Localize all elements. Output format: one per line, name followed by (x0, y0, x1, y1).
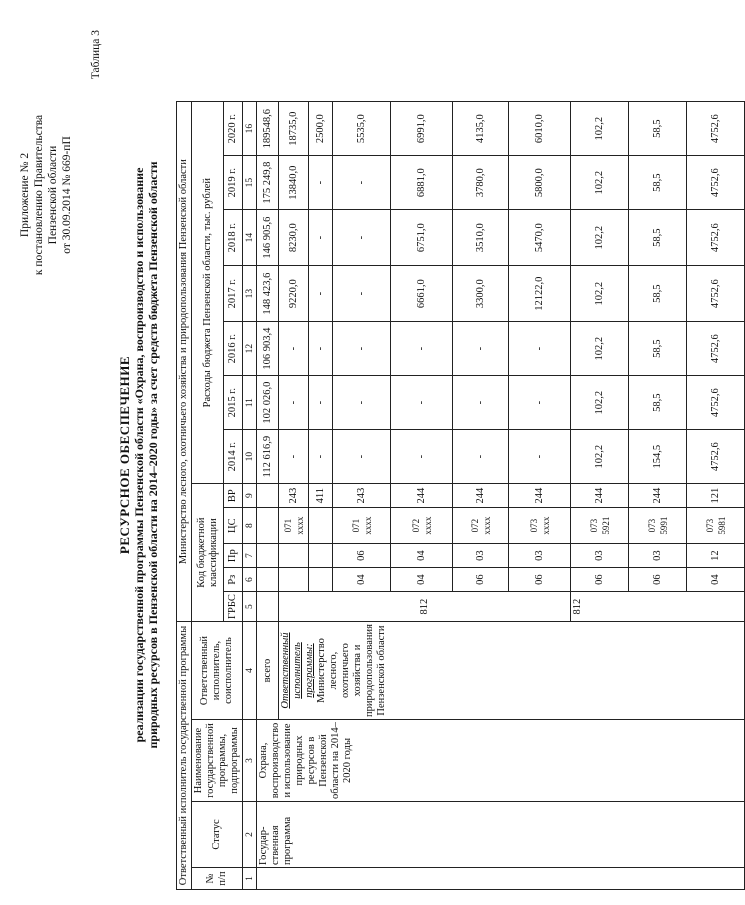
expense-value-cell: 4752,6 (687, 102, 745, 156)
program-name-cell: Охрана, воспроизводство и использование природных ресурсов в Пензенской области на 2014–2020 годы (257, 720, 745, 802)
expense-value-cell: 4752,6 (687, 430, 745, 484)
code-vr-cell: 244 (391, 484, 453, 508)
column-number-9: 9 (243, 484, 257, 508)
expense-value-cell: - (309, 322, 333, 376)
code-rz-cell: 06 (629, 568, 687, 592)
expense-value-cell: - (309, 156, 333, 210)
expense-value-cell: 102,2 (571, 376, 629, 430)
code-cs-cell (257, 508, 279, 544)
expense-value-cell: 4752,6 (687, 322, 745, 376)
expense-value-cell: 9220,0 (279, 266, 309, 322)
code-pr-cell: 12 (687, 544, 745, 568)
table-row (257, 102, 279, 890)
expense-value-cell: 3510,0 (453, 210, 509, 266)
code-cs-cell: 073 5981 (687, 508, 745, 544)
expense-value-cell: 102,2 (571, 210, 629, 266)
code-pr-cell (309, 544, 333, 568)
expense-value-cell: - (333, 210, 391, 266)
expense-value-cell: 4752,6 (687, 266, 745, 322)
expense-value-cell: 102,2 (571, 430, 629, 484)
expense-value-cell: - (509, 376, 571, 430)
code-cs-cell: 071 xxxx (333, 508, 391, 544)
column-number-1: 1 (243, 868, 257, 890)
expense-value-cell: - (391, 322, 453, 376)
responsible-caption: Ответственный исполнитель программы: (280, 632, 315, 709)
header-expenses: Расходы бюджета Пензенской области, тыс. рублей (192, 102, 224, 484)
expense-value-cell: - (333, 322, 391, 376)
header-responsible-executive: Ответственный исполнитель государственной программы (177, 622, 192, 890)
expense-value-cell: - (391, 376, 453, 430)
code-vr-cell (257, 484, 279, 508)
code-rz-cell (309, 568, 333, 592)
expense-value-cell: - (279, 322, 309, 376)
column-number-15: 15 (243, 156, 257, 210)
code-cs-cell: 071 xxxx (279, 508, 309, 544)
heading-line-3: природных ресурсов в Пензенской области на 2014–2020 годы» за счет средств бюджета Пензенской области (146, 161, 160, 749)
expense-value-cell: 102,2 (571, 266, 629, 322)
column-number-14: 14 (243, 210, 257, 266)
code-pr-cell: 03 (509, 544, 571, 568)
header-code-1: Рз (224, 568, 243, 592)
expense-value-cell: - (333, 266, 391, 322)
expense-value-cell: - (279, 376, 309, 430)
expense-value-cell: 4752,6 (687, 156, 745, 210)
document-heading (118, 25, 160, 885)
expense-value-cell: 5800,0 (509, 156, 571, 210)
expense-value-cell: 102,2 (571, 156, 629, 210)
header-year-1: 2015 г. (224, 376, 243, 430)
expense-value-cell: 13840,0 (279, 156, 309, 210)
expense-value-cell: 58,5 (629, 376, 687, 430)
expense-value-cell: 58,5 (629, 322, 687, 376)
annex-line-2: к постановлению Правительства (33, 114, 45, 276)
header-year-6: 2020 г. (224, 102, 243, 156)
code-rz-cell: 04 (391, 568, 453, 592)
expense-value-cell: 58,5 (629, 102, 687, 156)
column-number-10: 10 (243, 430, 257, 484)
expense-value-cell: - (453, 322, 509, 376)
code-cs-cell: 073 5991 (629, 508, 687, 544)
expense-value-cell: 6991,0 (391, 102, 453, 156)
expense-value-cell: 112 616,9 (257, 430, 279, 484)
column-number-2: 2 (243, 802, 257, 868)
header-year-0: 2014 г. (224, 430, 243, 484)
column-number-8: 8 (243, 508, 257, 544)
header-responsible: Ответственный исполнитель, соисполнитель (192, 622, 243, 720)
header-code-4: ВР (224, 484, 243, 508)
expense-value-cell: 189548,6 (257, 102, 279, 156)
code-cs-cell: 072 xxxx (453, 508, 509, 544)
header-number: № п/п (192, 868, 243, 890)
expense-value-cell: 2500,0 (309, 102, 333, 156)
expense-value-cell: 3780,0 (453, 156, 509, 210)
code-pr-cell: 04 (391, 544, 453, 568)
expense-value-cell: 5535,0 (333, 102, 391, 156)
expense-value-cell: - (309, 210, 333, 266)
column-number-16: 16 (243, 102, 257, 156)
code-rz-cell: 06 (509, 568, 571, 592)
column-number-3: 3 (243, 720, 257, 802)
code-rz-cell: 04 (333, 568, 391, 592)
header-code-2: Пр (224, 544, 243, 568)
responsible-cell (279, 622, 745, 720)
table-label: Таблица 3 (90, 30, 102, 80)
code-pr-cell: 03 (629, 544, 687, 568)
responsible-name: Министерство лесного, охотничьего хозяйства и природопользования Пензенской области (316, 624, 387, 717)
column-number-5: 5 (243, 592, 257, 622)
code-cs-cell: 073 xxxx (509, 508, 571, 544)
code-vr-cell: 121 (687, 484, 745, 508)
code-vr-cell: 244 (453, 484, 509, 508)
expense-value-cell: - (391, 430, 453, 484)
header-code-3: ЦС (224, 508, 243, 544)
header-ministry: Министерство лесного, охотничьего хозяйства и природопользования Пензенской области (177, 102, 192, 622)
header-year-2: 2016 г. (224, 322, 243, 376)
column-number-13: 13 (243, 266, 257, 322)
annex-line-1: Приложение № 2 (19, 152, 31, 238)
header-year-5: 2019 г. (224, 156, 243, 210)
expense-value-cell: 4135,0 (453, 102, 509, 156)
expense-value-cell: 148 423,6 (257, 266, 279, 322)
expense-value-cell: - (453, 430, 509, 484)
expense-value-cell: 102,2 (571, 322, 629, 376)
expense-value-cell: - (309, 266, 333, 322)
expense-value-cell: - (453, 376, 509, 430)
expense-value-cell: 58,5 (629, 156, 687, 210)
expense-value-cell: 175 249,8 (257, 156, 279, 210)
column-number-7: 7 (243, 544, 257, 568)
heading-line-2: реализации государственной программы Пензенской области «Охрана, воспроизводство и использование (132, 167, 146, 743)
total-label-cell: всего (257, 622, 279, 720)
heading-title: РЕСУРСНОЕ ОБЕСПЕЧЕНИЕ (117, 355, 132, 555)
code-rz-cell: 06 (571, 568, 629, 592)
column-number-11: 11 (243, 376, 257, 430)
expense-value-cell: 6010,0 (509, 102, 571, 156)
code-rz-cell (279, 568, 309, 592)
expense-value-cell: - (309, 376, 333, 430)
code-vr-cell: 244 (571, 484, 629, 508)
grbs-empty-cell (257, 592, 279, 622)
expense-value-cell: 146 905,6 (257, 210, 279, 266)
column-number-12: 12 (243, 322, 257, 376)
code-pr-cell (257, 544, 279, 568)
column-number-4: 4 (243, 622, 257, 720)
code-cs-cell: 072 xxxx (391, 508, 453, 544)
expense-value-cell: 3300,0 (453, 266, 509, 322)
column-number-6: 6 (243, 568, 257, 592)
expense-value-cell: 102,2 (571, 102, 629, 156)
code-vr-cell: 243 (279, 484, 309, 508)
expense-value-cell: 106 903,4 (257, 322, 279, 376)
expense-value-cell: 18735,0 (279, 102, 309, 156)
expense-value-cell: 102 026,0 (257, 376, 279, 430)
header-status: Статус (192, 802, 243, 868)
expense-value-cell: 4752,6 (687, 210, 745, 266)
grbs-cell: 812 (279, 592, 571, 622)
expense-value-cell: - (333, 376, 391, 430)
header-budget-code: Код бюджетной классификации (192, 484, 224, 622)
header-program-name: Наименование государственной программы, подпрограммы (192, 720, 243, 802)
expense-value-cell: - (333, 430, 391, 484)
annex-block (18, 70, 74, 320)
status-cell: Государ-ственная программа (257, 802, 745, 868)
expense-value-cell: - (333, 156, 391, 210)
code-pr-cell (279, 544, 309, 568)
header-code-0: ГРБС (224, 592, 243, 622)
header-year-4: 2018 г. (224, 210, 243, 266)
expense-value-cell: 154,5 (629, 430, 687, 484)
expense-value-cell: - (509, 430, 571, 484)
expense-value-cell: - (509, 322, 571, 376)
row-number-cell (257, 868, 745, 890)
code-pr-cell: 03 (571, 544, 629, 568)
code-rz-cell: 04 (687, 568, 745, 592)
annex-line-4: от 30.09.2014 № 669-пП (61, 136, 73, 254)
expense-value-cell: 6661,0 (391, 266, 453, 322)
expense-value-cell: 5470,0 (509, 210, 571, 266)
grbs-cell: 812 (571, 592, 745, 622)
expense-value-cell: 58,5 (629, 210, 687, 266)
annex-line-3: Пензенской области (47, 145, 59, 245)
code-pr-cell: 06 (333, 544, 391, 568)
expense-value-cell: 6881,0 (391, 156, 453, 210)
expense-value-cell: 6751,0 (391, 210, 453, 266)
code-rz-cell (257, 568, 279, 592)
expense-value-cell: 4752,6 (687, 376, 745, 430)
code-vr-cell: 411 (309, 484, 333, 508)
code-vr-cell: 243 (333, 484, 391, 508)
expense-value-cell: - (279, 430, 309, 484)
expense-value-cell: 8230,0 (279, 210, 309, 266)
code-rz-cell: 06 (453, 568, 509, 592)
header-year-3: 2017 г. (224, 266, 243, 322)
expense-value-cell: - (309, 430, 333, 484)
code-vr-cell: 244 (629, 484, 687, 508)
code-vr-cell: 244 (509, 484, 571, 508)
resource-table (176, 101, 745, 890)
code-cs-cell: 073 5921 (571, 508, 629, 544)
expense-value-cell: 12122,0 (509, 266, 571, 322)
code-pr-cell: 03 (453, 544, 509, 568)
code-cs-cell (309, 508, 333, 544)
expense-value-cell: 58,5 (629, 266, 687, 322)
